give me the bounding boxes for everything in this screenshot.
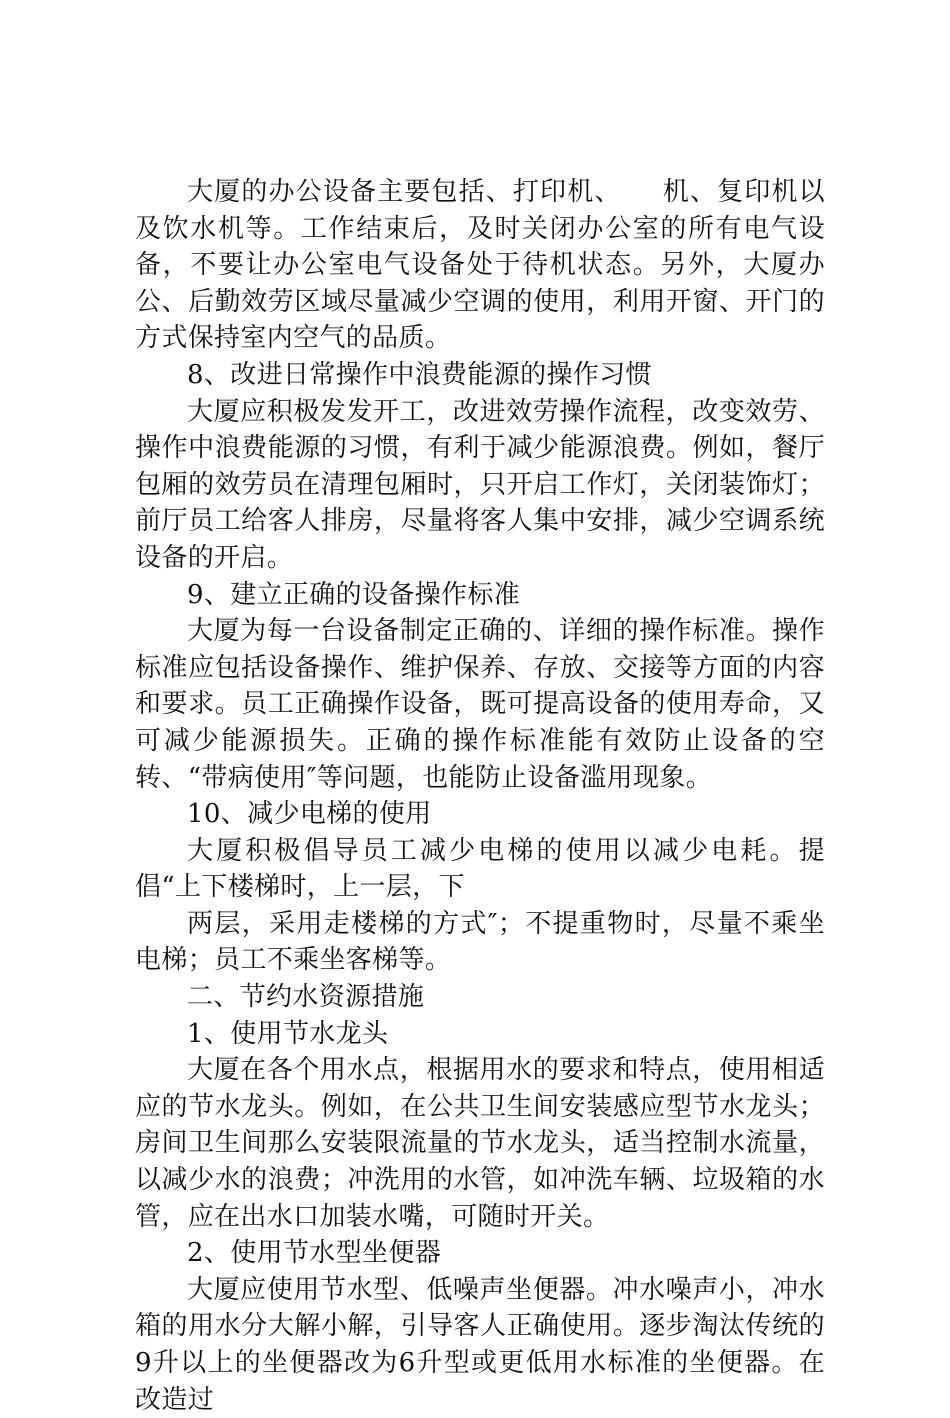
section-heading-8: 8、改进日常操作中浪费能源的操作习惯: [187, 359, 652, 390]
document-body: [135, 174, 825, 1418]
section-heading-water-1: 1、使用节水龙头: [187, 1018, 389, 1049]
paragraph-office-equipment: 大厦的办公设备主要包括、打印机、 机、复印机以及饮水机等。工作结束后，及时关闭办公室的所有电气设备，不要让办公室电气设备处于待机状态。另外，大厦办公、后勤效劳区域尽量减少空调的使用，利用开窗、开门的方式保持室内空气的品质。: [135, 177, 825, 354]
section-heading-10: 10、减少电梯的使用: [187, 799, 432, 830]
paragraph-elevator-part-1: 大厦积极倡导员工减少电梯的使用以减少电耗。提倡“上下楼梯时，上一层，下: [135, 835, 825, 903]
paragraph-operation-standards: 大厦为每一台设备制定正确的、详细的操作标准。操作标准应包括设备操作、维护保养、存放、交接等方面的内容和要求。员工正确操作设备，既可提高设备的使用寿命，又可减少能源损失。正确的操作标准能有效防止设备的空转、“带病使用″等问题，也能防止设备滥用现象。: [135, 616, 825, 793]
paragraph-toilets: 大厦应使用节水型、低噪声坐便器。冲水噪声小，冲水箱的用水分大解小解，引导客人正确使用。逐步淘汰传统的9升以上的坐便器改为6升型或更低用水标准的坐便器。在改造过: [135, 1274, 825, 1415]
paragraph-elevator-part-2: 两层，采用走楼梯的方式″；不提重物时，尽量不乘坐电梯；员工不乘坐客梯等。: [135, 908, 825, 976]
paragraph-operation-habits: 大厦应积极发发开工，改进效劳操作流程，改变效劳、操作中浪费能源的习惯，有利于减少能源浪费。例如，餐厅包厢的效劳员在清理包厢时，只开启工作灯，关闭装饰灯；前厅员工给客人排房，尽量将客人集中安排，减少空调系统设备的开启。: [135, 396, 825, 573]
paragraph-water-taps: 大厦在各个用水点，根据用水的要求和特点，使用相适应的节水龙头。例如，在公共卫生间安装感应型节水龙头；房间卫生间那么安装限流量的节水龙头，适当控制水流量，以减少水的浪费；冲洗用的水管，如冲洗车辆、垃圾箱的水管，应在出水口加装水嘴，可随时开关。: [135, 1055, 825, 1232]
section-heading-water-2: 2、使用节水型坐便器: [187, 1238, 442, 1269]
chapter-heading-water: 二、节约水资源措施: [187, 982, 425, 1013]
section-heading-9: 9、建立正确的设备操作标准: [187, 579, 521, 610]
